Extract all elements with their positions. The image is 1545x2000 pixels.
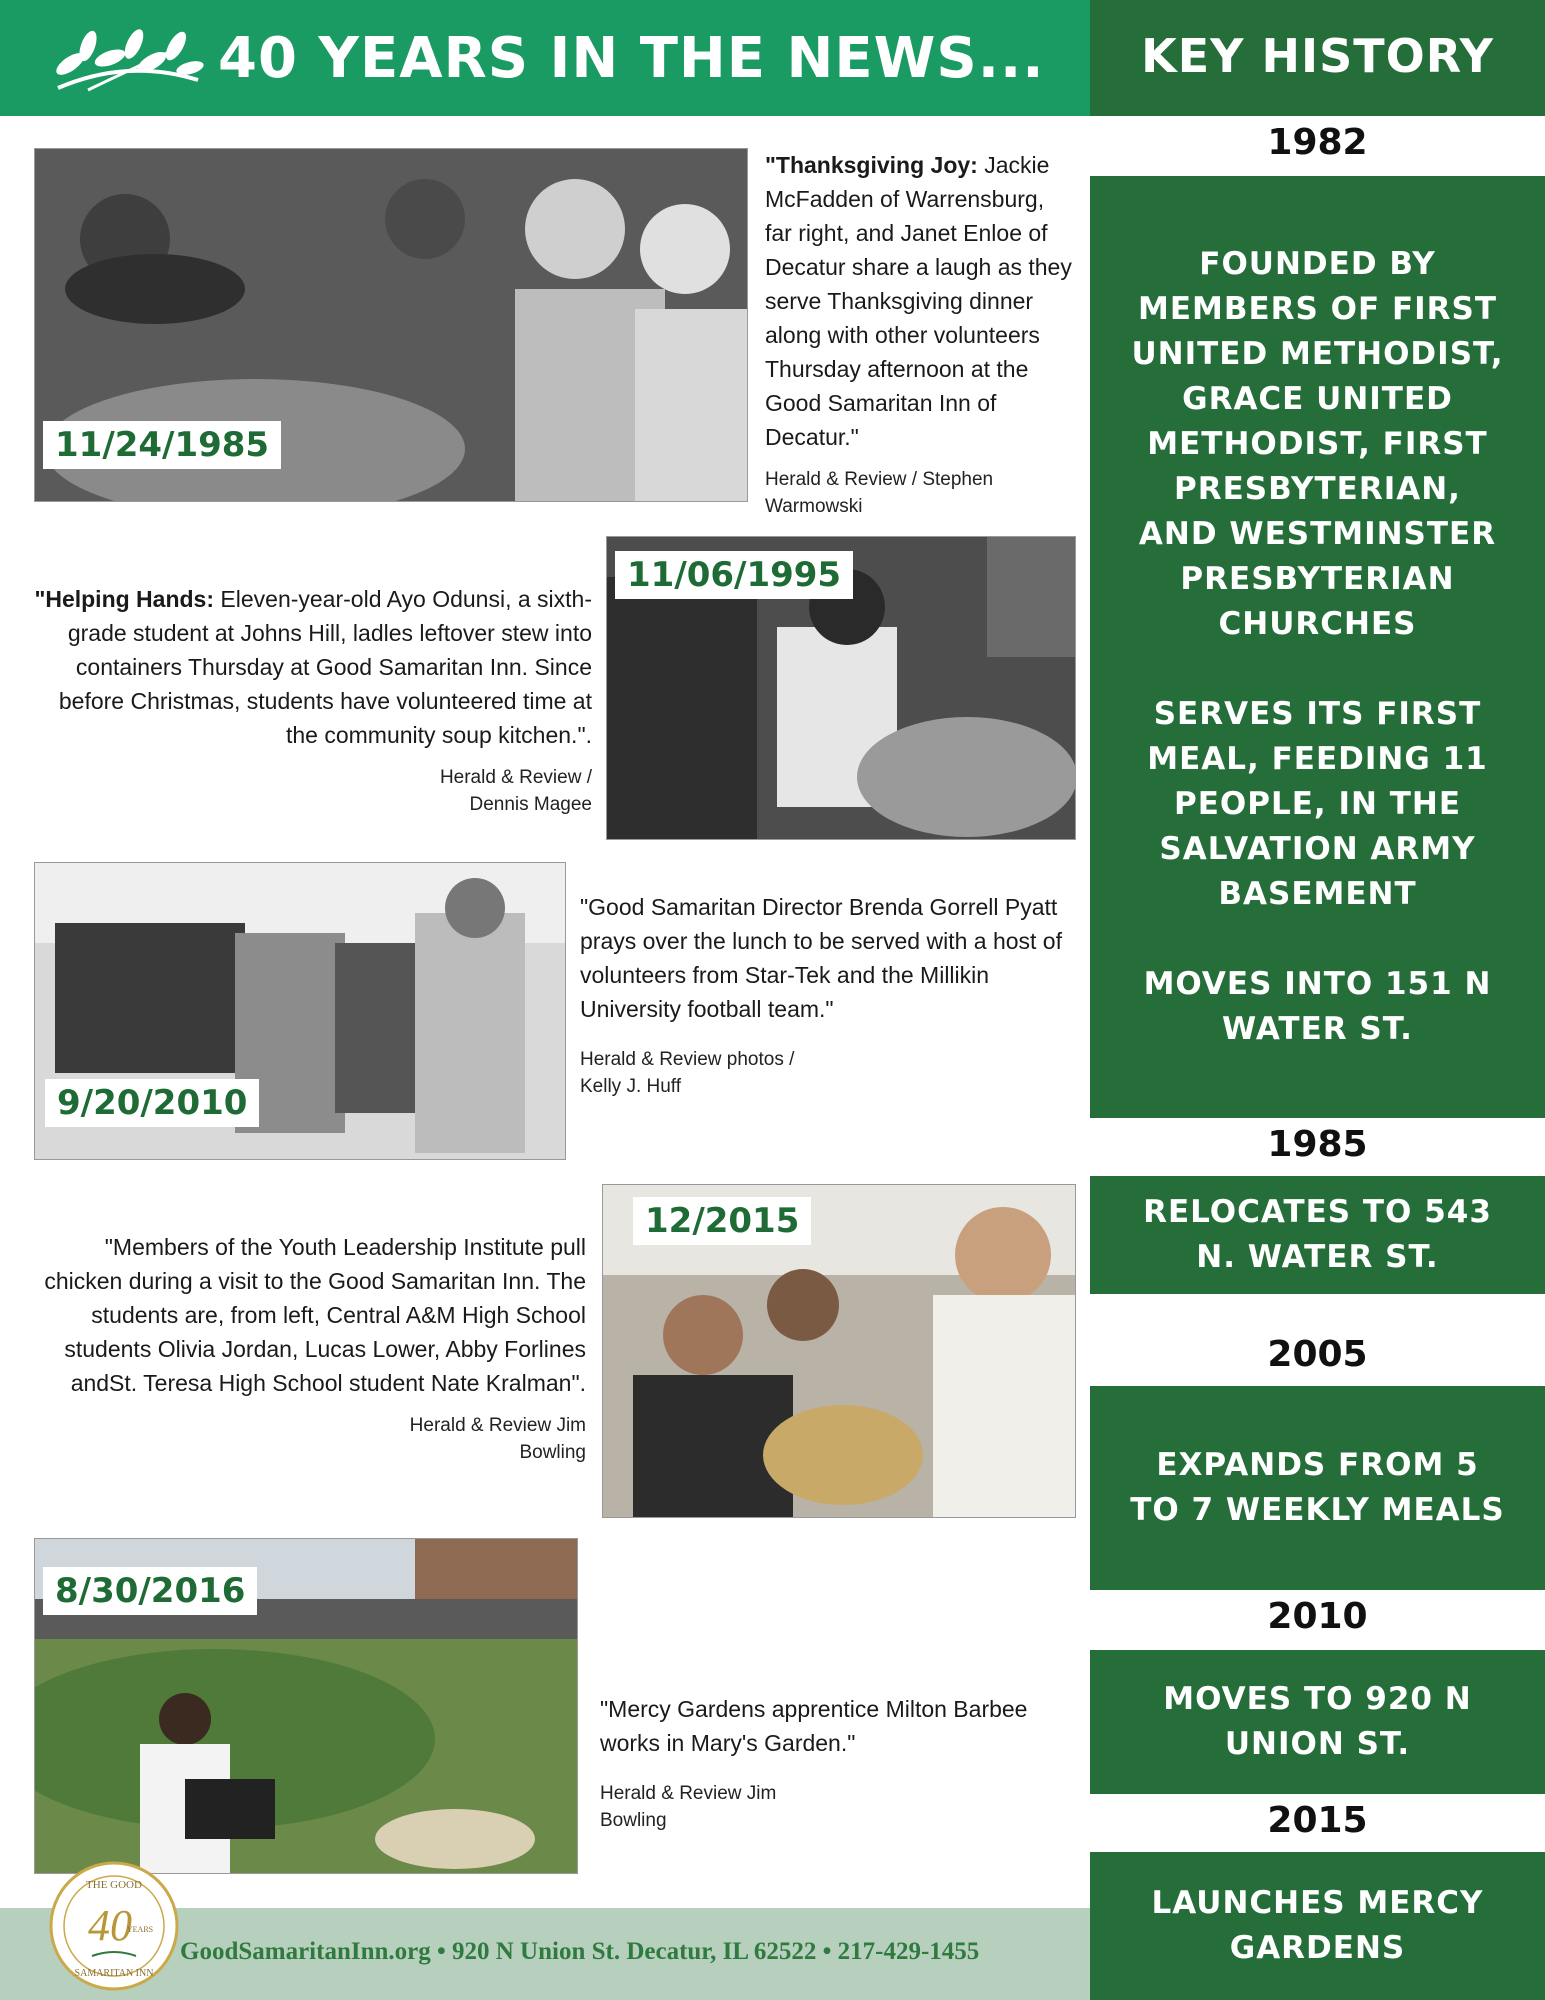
article-caption — [765, 148, 1075, 520]
year-label: 2015 — [1267, 1800, 1368, 1841]
photo-credit: Herald & Review Jim Bowling — [600, 1783, 777, 1831]
year-label: 2010 — [1267, 1596, 1368, 1637]
article-caption — [34, 582, 592, 818]
date-badge: 12/2015 — [633, 1197, 811, 1245]
year-label: 1982 — [1267, 122, 1368, 163]
date-badge: 11/24/1985 — [43, 421, 281, 469]
history-event: FOUNDED BY MEMBERS OF FIRST UNITED METHODIST, GRACE UNITED METHODIST, FIRST PRESBYTERIAN, AND WESTMINSTER PRESBYTERIAN CHURCHES — [1131, 246, 1504, 642]
page-title: 40 YEARS IN THE NEWS... — [218, 26, 1045, 91]
history-event: SERVES ITS FIRST MEAL, FEEDING 11 PEOPLE, IN THE SALVATION ARMY BASEMENT — [1147, 696, 1488, 912]
photo-credit: Herald & Review / Stephen Warmowski — [765, 469, 994, 517]
seal-years-text: YEARS — [126, 1925, 154, 1934]
caption-text: "Members of the Youth Leadership Institute pull chicken during a visit to the Good Samaritan Inn. The students are, from left, Central A&M High School students Olivia Jordan, Lucas Lower, Abby Forlines andSt. Teresa High School student Nate Kralman". — [44, 1234, 586, 1396]
article-caption — [580, 890, 1075, 1100]
article-caption — [600, 1692, 1075, 1834]
history-event: RELOCATES TO 543 N. WATER ST. — [1143, 1194, 1492, 1275]
caption-text: "Good Samaritan Director Brenda Gorrell Pyatt prays over the lunch to be served with a host of volunteers from Star-Tek and the Millikin University football team." — [580, 894, 1062, 1022]
history-event-block — [1090, 1650, 1545, 1794]
date-badge: 11/06/1995 — [615, 551, 853, 599]
history-event-block — [1090, 176, 1545, 1118]
history-event: MOVES TO 920 N UNION ST. — [1163, 1681, 1472, 1762]
anniversary-seal-icon — [48, 1860, 180, 1992]
photo-credit: Herald & Review / Dennis Magee — [439, 767, 592, 815]
history-event: LAUNCHES MERCY GARDENS — [1151, 1885, 1484, 1966]
year-label: 1985 — [1267, 1124, 1368, 1165]
history-event: MOVES INTO 151 N WATER ST. — [1143, 966, 1492, 1047]
year-label: 2005 — [1267, 1334, 1368, 1375]
article-caption — [34, 1230, 586, 1466]
news-photo-1985 — [34, 148, 748, 502]
history-event-block — [1090, 1852, 1545, 2000]
history-event-block — [1090, 1386, 1545, 1590]
caption-text: "Mercy Gardens apprentice Milton Barbee works in Mary's Garden." — [600, 1696, 1028, 1756]
news-photo-2010 — [34, 862, 566, 1160]
seal-number: 40 — [88, 1901, 132, 1950]
photo-credit: Herald & Review Jim Bowling — [409, 1415, 586, 1463]
caption-lead: "Thanksgiving Joy: — [765, 152, 978, 178]
seal-bottom-text: SAMARITAN INN — [74, 1968, 154, 1979]
caption-text: Eleven-year-old Ayo Odunsi, a sixth-grade student at Johns Hill, ladles leftover stew into containers Thursday at Good Samaritan Inn. Since before Christmas, students have volunteered time at the community soup kitchen.". — [58, 586, 592, 748]
news-photo-2016 — [34, 1538, 578, 1874]
date-badge: 8/30/2016 — [43, 1567, 257, 1615]
news-photo-2015 — [602, 1184, 1076, 1518]
date-badge: 9/20/2010 — [45, 1079, 259, 1127]
seal-top-text: THE GOOD — [86, 1879, 142, 1891]
photo-credit: Herald & Review photos / Kelly J. Huff — [580, 1049, 795, 1097]
history-event-block — [1090, 1176, 1545, 1294]
news-photo-1995 — [606, 536, 1076, 840]
sidebar-title: KEY HISTORY — [1090, 0, 1545, 116]
caption-text: Jackie McFadden of Warrensburg, far right, and Janet Enloe of Decatur share a laugh as they serve Thanksgiving dinner along with other volunteers Thursday afternoon at the Good Samaritan Inn of Decatur." — [765, 152, 1072, 450]
history-event: EXPANDS FROM 5 TO 7 WEEKLY MEALS — [1130, 1447, 1505, 1528]
caption-lead: "Helping Hands: — [34, 586, 215, 612]
olive-branch-icon — [48, 18, 208, 98]
footer-contact-line[interactable]: GoodSamaritanInn.org • 920 N Union St. Decatur, IL 62522 • 217-429-1455 — [180, 1938, 980, 1965]
key-history-sidebar — [1090, 0, 1545, 2000]
page-header — [0, 0, 1090, 116]
